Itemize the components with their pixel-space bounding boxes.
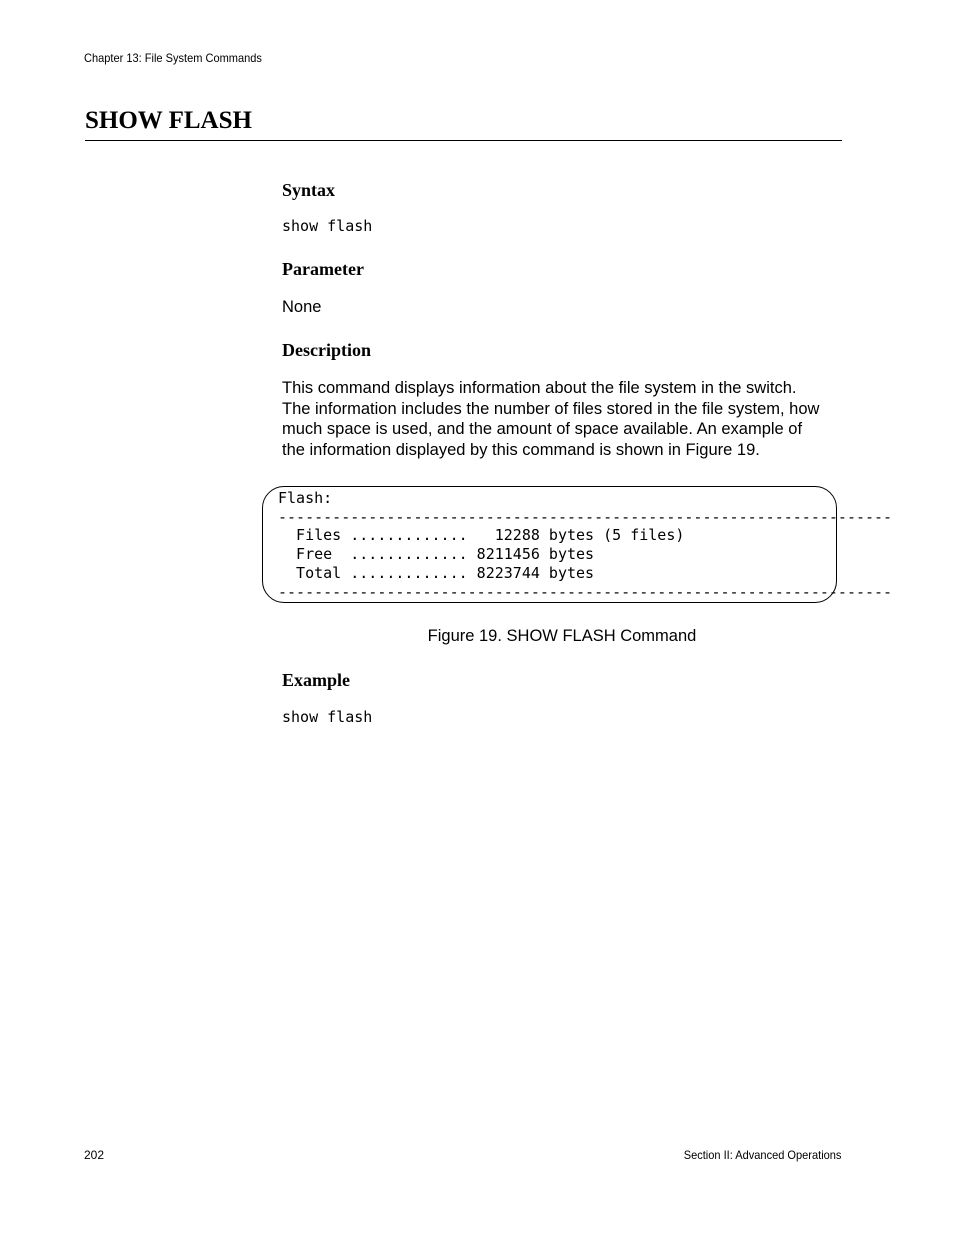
figure-separator-top: --------------------------------------------------------------------: [278, 508, 893, 526]
figure-line-total: Total ............. 8223744 bytes: [278, 564, 595, 582]
description-paragraph: [282, 378, 852, 460]
example-heading: Example: [282, 670, 351, 690]
syntax-heading: Syntax: [282, 180, 336, 200]
example-code: show flash: [282, 708, 373, 726]
description-line: The information includes the number of files stored in the file system, how: [282, 399, 820, 418]
parameter-heading: Parameter: [282, 259, 364, 279]
figure-line-files: Files ............. 12288 bytes (5 files): [278, 526, 685, 544]
footer-section: Section II: Advanced Operations: [683, 1148, 841, 1162]
page-title: SHOW FLASH: [85, 107, 252, 134]
running-head: Chapter 13: File System Commands: [84, 51, 262, 65]
parameter-text: None: [282, 298, 322, 316]
figure-separator-bottom: --------------------------------------------------------------------: [278, 583, 893, 601]
figure-line-free: Free ............. 8211456 bytes: [278, 545, 595, 563]
description-heading: Description: [282, 340, 371, 360]
description-line: the information displayed by this command is shown in Figure 19.: [282, 440, 760, 459]
description-line: much space is used, and the amount of space available. An example of: [282, 420, 803, 438]
syntax-code: show flash: [282, 217, 373, 235]
figure-caption: Figure 19. SHOW FLASH Command: [427, 627, 697, 645]
description-line: This command displays information about the file system in the switch.: [282, 379, 797, 397]
figure-line-header: Flash:: [278, 489, 333, 507]
title-rule: [85, 140, 842, 141]
page-number: 202: [84, 1148, 105, 1162]
